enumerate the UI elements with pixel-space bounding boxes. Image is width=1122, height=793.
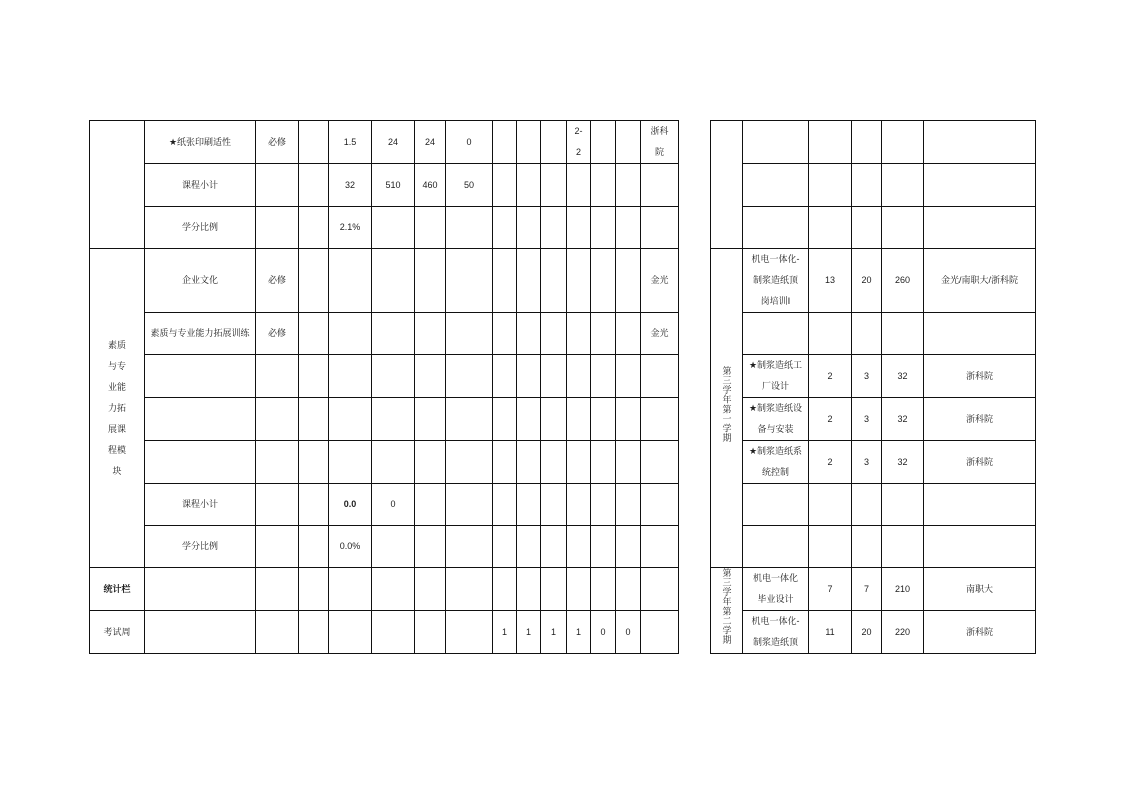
empty-cell: [541, 313, 567, 355]
value-cell: 220: [882, 611, 924, 654]
empty-cell: [256, 526, 299, 568]
term-label: 第三学年第一学期: [721, 365, 732, 443]
empty-cell: [145, 568, 256, 611]
empty-cell: [616, 441, 641, 484]
empty-cell: [517, 249, 541, 313]
empty-cell: [415, 568, 446, 611]
institution-cell: 浙科院: [924, 441, 1036, 484]
empty-cell: [446, 313, 493, 355]
empty-cell: [924, 207, 1036, 249]
empty-cell: [809, 121, 852, 164]
value-cell: 32: [882, 441, 924, 484]
value-cell: 32: [882, 355, 924, 398]
empty-cell: [541, 249, 567, 313]
table-row: [711, 164, 1036, 207]
empty-cell: [299, 313, 329, 355]
course-name-cell: 课程小计: [145, 484, 256, 526]
value-cell: 11: [809, 611, 852, 654]
empty-cell: [924, 484, 1036, 526]
empty-cell: [641, 611, 679, 654]
empty-cell: [299, 355, 329, 398]
course-name-cell: ★制浆造纸系 统控制: [743, 441, 809, 484]
table-row: [711, 249, 1036, 313]
empty-cell: [446, 484, 493, 526]
empty-cell: [145, 611, 256, 654]
value-cell: 2: [809, 441, 852, 484]
empty-cell: [493, 484, 517, 526]
empty-cell: [567, 249, 591, 313]
empty-cell: [541, 526, 567, 568]
table-row: [90, 121, 679, 164]
table-row: [90, 207, 679, 249]
empty-cell: [924, 313, 1036, 355]
empty-cell: [256, 355, 299, 398]
empty-cell: [145, 355, 256, 398]
empty-cell: [372, 568, 415, 611]
table-row: [90, 611, 679, 654]
empty-cell: [446, 249, 493, 313]
empty-cell: [882, 207, 924, 249]
empty-cell: [493, 526, 517, 568]
empty-cell: [641, 207, 679, 249]
table-row: [711, 207, 1036, 249]
empty-cell: [329, 611, 372, 654]
empty-cell: [145, 441, 256, 484]
course-name-cell: 学分比例: [145, 207, 256, 249]
empty-cell: [882, 484, 924, 526]
empty-cell: [541, 568, 567, 611]
empty-cell: [567, 207, 591, 249]
value-cell: 20: [852, 249, 882, 313]
empty-cell: [493, 164, 517, 207]
course-name-cell: ★制浆造纸工 厂设计: [743, 355, 809, 398]
table-row: [711, 441, 1036, 484]
term-label: 第三学年第二学期: [721, 568, 732, 645]
empty-cell: [616, 526, 641, 568]
empty-cell: [541, 355, 567, 398]
empty-cell: [852, 164, 882, 207]
value-cell: 7: [809, 568, 852, 611]
empty-cell: [641, 355, 679, 398]
course-name-cell: 素质与专业能力拓展训练: [145, 313, 256, 355]
empty-cell: [616, 313, 641, 355]
hours-cell: 460: [415, 164, 446, 207]
empty-cell: [372, 611, 415, 654]
table-row: [90, 398, 679, 441]
institution-cell: 金光: [641, 313, 679, 355]
empty-cell: [882, 526, 924, 568]
credit-cell: 0.0%: [329, 526, 372, 568]
empty-cell: [924, 164, 1036, 207]
empty-cell: [591, 568, 616, 611]
empty-cell: [743, 207, 809, 249]
empty-cell: [493, 355, 517, 398]
empty-cell: [517, 355, 541, 398]
empty-cell: [616, 484, 641, 526]
institution-cell: 浙科院: [924, 355, 1036, 398]
empty-cell: [591, 313, 616, 355]
term-cell: [711, 249, 743, 568]
empty-cell: [299, 121, 329, 164]
empty-cell: [299, 441, 329, 484]
empty-cell: [541, 484, 567, 526]
empty-cell: [299, 249, 329, 313]
empty-cell: [567, 355, 591, 398]
empty-cell: [256, 164, 299, 207]
empty-cell: [852, 526, 882, 568]
empty-cell: [446, 355, 493, 398]
schedule-cell: 2- 2: [567, 121, 591, 164]
value-cell: 210: [882, 568, 924, 611]
table-row: [711, 355, 1036, 398]
value-cell: 3: [852, 355, 882, 398]
institution-cell: 金光/南职大/浙科院: [924, 249, 1036, 313]
empty-cell: [372, 398, 415, 441]
empty-cell: [616, 207, 641, 249]
exam-week-cell: 1: [517, 611, 541, 654]
course-name-cell: ★纸张印刷适性: [145, 121, 256, 164]
empty-cell: [809, 526, 852, 568]
empty-cell: [567, 568, 591, 611]
exam-week-cell: 1: [493, 611, 517, 654]
empty-cell: [372, 355, 415, 398]
empty-cell: [329, 441, 372, 484]
empty-cell: [446, 568, 493, 611]
empty-cell: [415, 355, 446, 398]
empty-cell: [517, 398, 541, 441]
value-cell: 13: [809, 249, 852, 313]
empty-cell: [924, 526, 1036, 568]
course-type-cell: 必修: [256, 249, 299, 313]
course-name-cell: 课程小计: [145, 164, 256, 207]
empty-cell: [329, 249, 372, 313]
exam-week-cell: 1: [567, 611, 591, 654]
table-row: [711, 398, 1036, 441]
empty-cell: [567, 164, 591, 207]
empty-cell: [299, 398, 329, 441]
empty-cell: [567, 398, 591, 441]
table-row: [90, 164, 679, 207]
table-row: [90, 568, 679, 611]
empty-cell: [299, 526, 329, 568]
course-type-cell: 必修: [256, 121, 299, 164]
empty-cell: [924, 121, 1036, 164]
empty-cell: [616, 568, 641, 611]
course-plan-table-left: [89, 120, 679, 654]
value-cell: 2: [809, 398, 852, 441]
course-name-cell: 机电一体化- 制浆造纸顶 岗培训Ⅰ: [743, 249, 809, 313]
table-row: [711, 611, 1036, 654]
value-cell: 32: [882, 398, 924, 441]
empty-cell: [641, 164, 679, 207]
course-name-cell: 企业文化: [145, 249, 256, 313]
empty-cell: [641, 568, 679, 611]
empty-cell: [415, 526, 446, 568]
empty-cell: [493, 313, 517, 355]
value-cell: 20: [852, 611, 882, 654]
table-row: [90, 249, 679, 313]
value-cell: 7: [852, 568, 882, 611]
empty-cell: [591, 164, 616, 207]
value-cell: 3: [852, 441, 882, 484]
empty-cell: [852, 121, 882, 164]
hours-cell: 0: [372, 484, 415, 526]
empty-cell: [641, 441, 679, 484]
empty-cell: [256, 207, 299, 249]
empty-cell: [372, 249, 415, 313]
course-type-cell: 必修: [256, 313, 299, 355]
empty-cell: [256, 611, 299, 654]
table-row: [711, 121, 1036, 164]
empty-cell: [809, 484, 852, 526]
empty-cell: [852, 484, 882, 526]
stats-label-cell: 统计栏: [90, 568, 145, 611]
empty-cell: [256, 398, 299, 441]
exam-week-cell: 1: [541, 611, 567, 654]
empty-cell: [743, 121, 809, 164]
table-row: [711, 526, 1036, 568]
empty-cell: [415, 249, 446, 313]
table-row: [90, 355, 679, 398]
table-row: [711, 568, 1036, 611]
empty-cell: [446, 611, 493, 654]
institution-cell: 浙科院: [924, 611, 1036, 654]
exam-week-cell: 0: [616, 611, 641, 654]
empty-cell: [299, 164, 329, 207]
empty-cell: [517, 121, 541, 164]
term-cell: [711, 121, 743, 249]
value-cell: 260: [882, 249, 924, 313]
empty-cell: [591, 121, 616, 164]
term-cell: [711, 568, 743, 654]
table-row: [711, 484, 1036, 526]
empty-cell: [567, 526, 591, 568]
empty-cell: [616, 355, 641, 398]
empty-cell: [809, 164, 852, 207]
empty-cell: [641, 398, 679, 441]
empty-cell: [567, 313, 591, 355]
empty-cell: [541, 398, 567, 441]
empty-cell: [493, 568, 517, 611]
module-label-cell: 素质 与专 业能 力拓 展课 程模 块: [90, 249, 145, 568]
empty-cell: [517, 164, 541, 207]
table-row: [90, 441, 679, 484]
module-cell: [90, 121, 145, 249]
empty-cell: [372, 313, 415, 355]
empty-cell: [493, 398, 517, 441]
hours-cell: 50: [446, 164, 493, 207]
empty-cell: [541, 441, 567, 484]
empty-cell: [415, 398, 446, 441]
exam-week-label-cell: 考试周: [90, 611, 145, 654]
empty-cell: [882, 313, 924, 355]
empty-cell: [256, 484, 299, 526]
empty-cell: [591, 355, 616, 398]
hours-cell: 24: [372, 121, 415, 164]
empty-cell: [329, 313, 372, 355]
empty-cell: [517, 484, 541, 526]
empty-cell: [372, 207, 415, 249]
credit-cell: 32: [329, 164, 372, 207]
table-row: [90, 313, 679, 355]
empty-cell: [329, 398, 372, 441]
empty-cell: [329, 568, 372, 611]
institution-cell: 浙科院: [924, 398, 1036, 441]
empty-cell: [743, 484, 809, 526]
empty-cell: [446, 526, 493, 568]
empty-cell: [852, 207, 882, 249]
empty-cell: [517, 526, 541, 568]
course-name-cell: 机电一体化 毕业设计: [743, 568, 809, 611]
empty-cell: [541, 121, 567, 164]
empty-cell: [299, 484, 329, 526]
empty-cell: [299, 611, 329, 654]
empty-cell: [299, 568, 329, 611]
exam-week-cell: 0: [591, 611, 616, 654]
empty-cell: [415, 313, 446, 355]
empty-cell: [415, 484, 446, 526]
empty-cell: [446, 207, 493, 249]
credit-cell: 2.1%: [329, 207, 372, 249]
empty-cell: [493, 249, 517, 313]
empty-cell: [743, 526, 809, 568]
empty-cell: [145, 398, 256, 441]
empty-cell: [372, 441, 415, 484]
empty-cell: [415, 611, 446, 654]
empty-cell: [591, 207, 616, 249]
empty-cell: [372, 526, 415, 568]
institution-cell: 金光: [641, 249, 679, 313]
course-name-cell: 机电一体化- 制浆造纸顶: [743, 611, 809, 654]
empty-cell: [591, 441, 616, 484]
empty-cell: [541, 207, 567, 249]
empty-cell: [591, 484, 616, 526]
hours-cell: 24: [415, 121, 446, 164]
empty-cell: [256, 568, 299, 611]
course-name-cell: ★制浆造纸设 备与安装: [743, 398, 809, 441]
institution-cell: 南职大: [924, 568, 1036, 611]
empty-cell: [567, 484, 591, 526]
empty-cell: [329, 355, 372, 398]
empty-cell: [541, 164, 567, 207]
course-name-cell: 学分比例: [145, 526, 256, 568]
empty-cell: [882, 164, 924, 207]
empty-cell: [616, 121, 641, 164]
table-row: [90, 526, 679, 568]
empty-cell: [882, 121, 924, 164]
empty-cell: [591, 398, 616, 441]
table-row: [711, 313, 1036, 355]
empty-cell: [446, 398, 493, 441]
hours-cell: 510: [372, 164, 415, 207]
empty-cell: [493, 207, 517, 249]
empty-cell: [415, 441, 446, 484]
empty-cell: [446, 441, 493, 484]
credit-cell: 0.0: [329, 484, 372, 526]
empty-cell: [567, 441, 591, 484]
institution-cell: 浙科 院: [641, 121, 679, 164]
empty-cell: [616, 249, 641, 313]
empty-cell: [415, 207, 446, 249]
empty-cell: [517, 568, 541, 611]
empty-cell: [616, 164, 641, 207]
empty-cell: [616, 398, 641, 441]
empty-cell: [591, 526, 616, 568]
empty-cell: [743, 164, 809, 207]
value-cell: 2: [809, 355, 852, 398]
empty-cell: [852, 313, 882, 355]
empty-cell: [517, 207, 541, 249]
empty-cell: [517, 313, 541, 355]
course-plan-table-right: [710, 120, 1036, 654]
hours-cell: 0: [446, 121, 493, 164]
empty-cell: [641, 484, 679, 526]
empty-cell: [493, 441, 517, 484]
empty-cell: [299, 207, 329, 249]
table-row: [90, 484, 679, 526]
empty-cell: [743, 313, 809, 355]
empty-cell: [256, 441, 299, 484]
empty-cell: [641, 526, 679, 568]
empty-cell: [493, 121, 517, 164]
credit-cell: 1.5: [329, 121, 372, 164]
empty-cell: [809, 207, 852, 249]
empty-cell: [517, 441, 541, 484]
empty-cell: [809, 313, 852, 355]
empty-cell: [591, 249, 616, 313]
value-cell: 3: [852, 398, 882, 441]
